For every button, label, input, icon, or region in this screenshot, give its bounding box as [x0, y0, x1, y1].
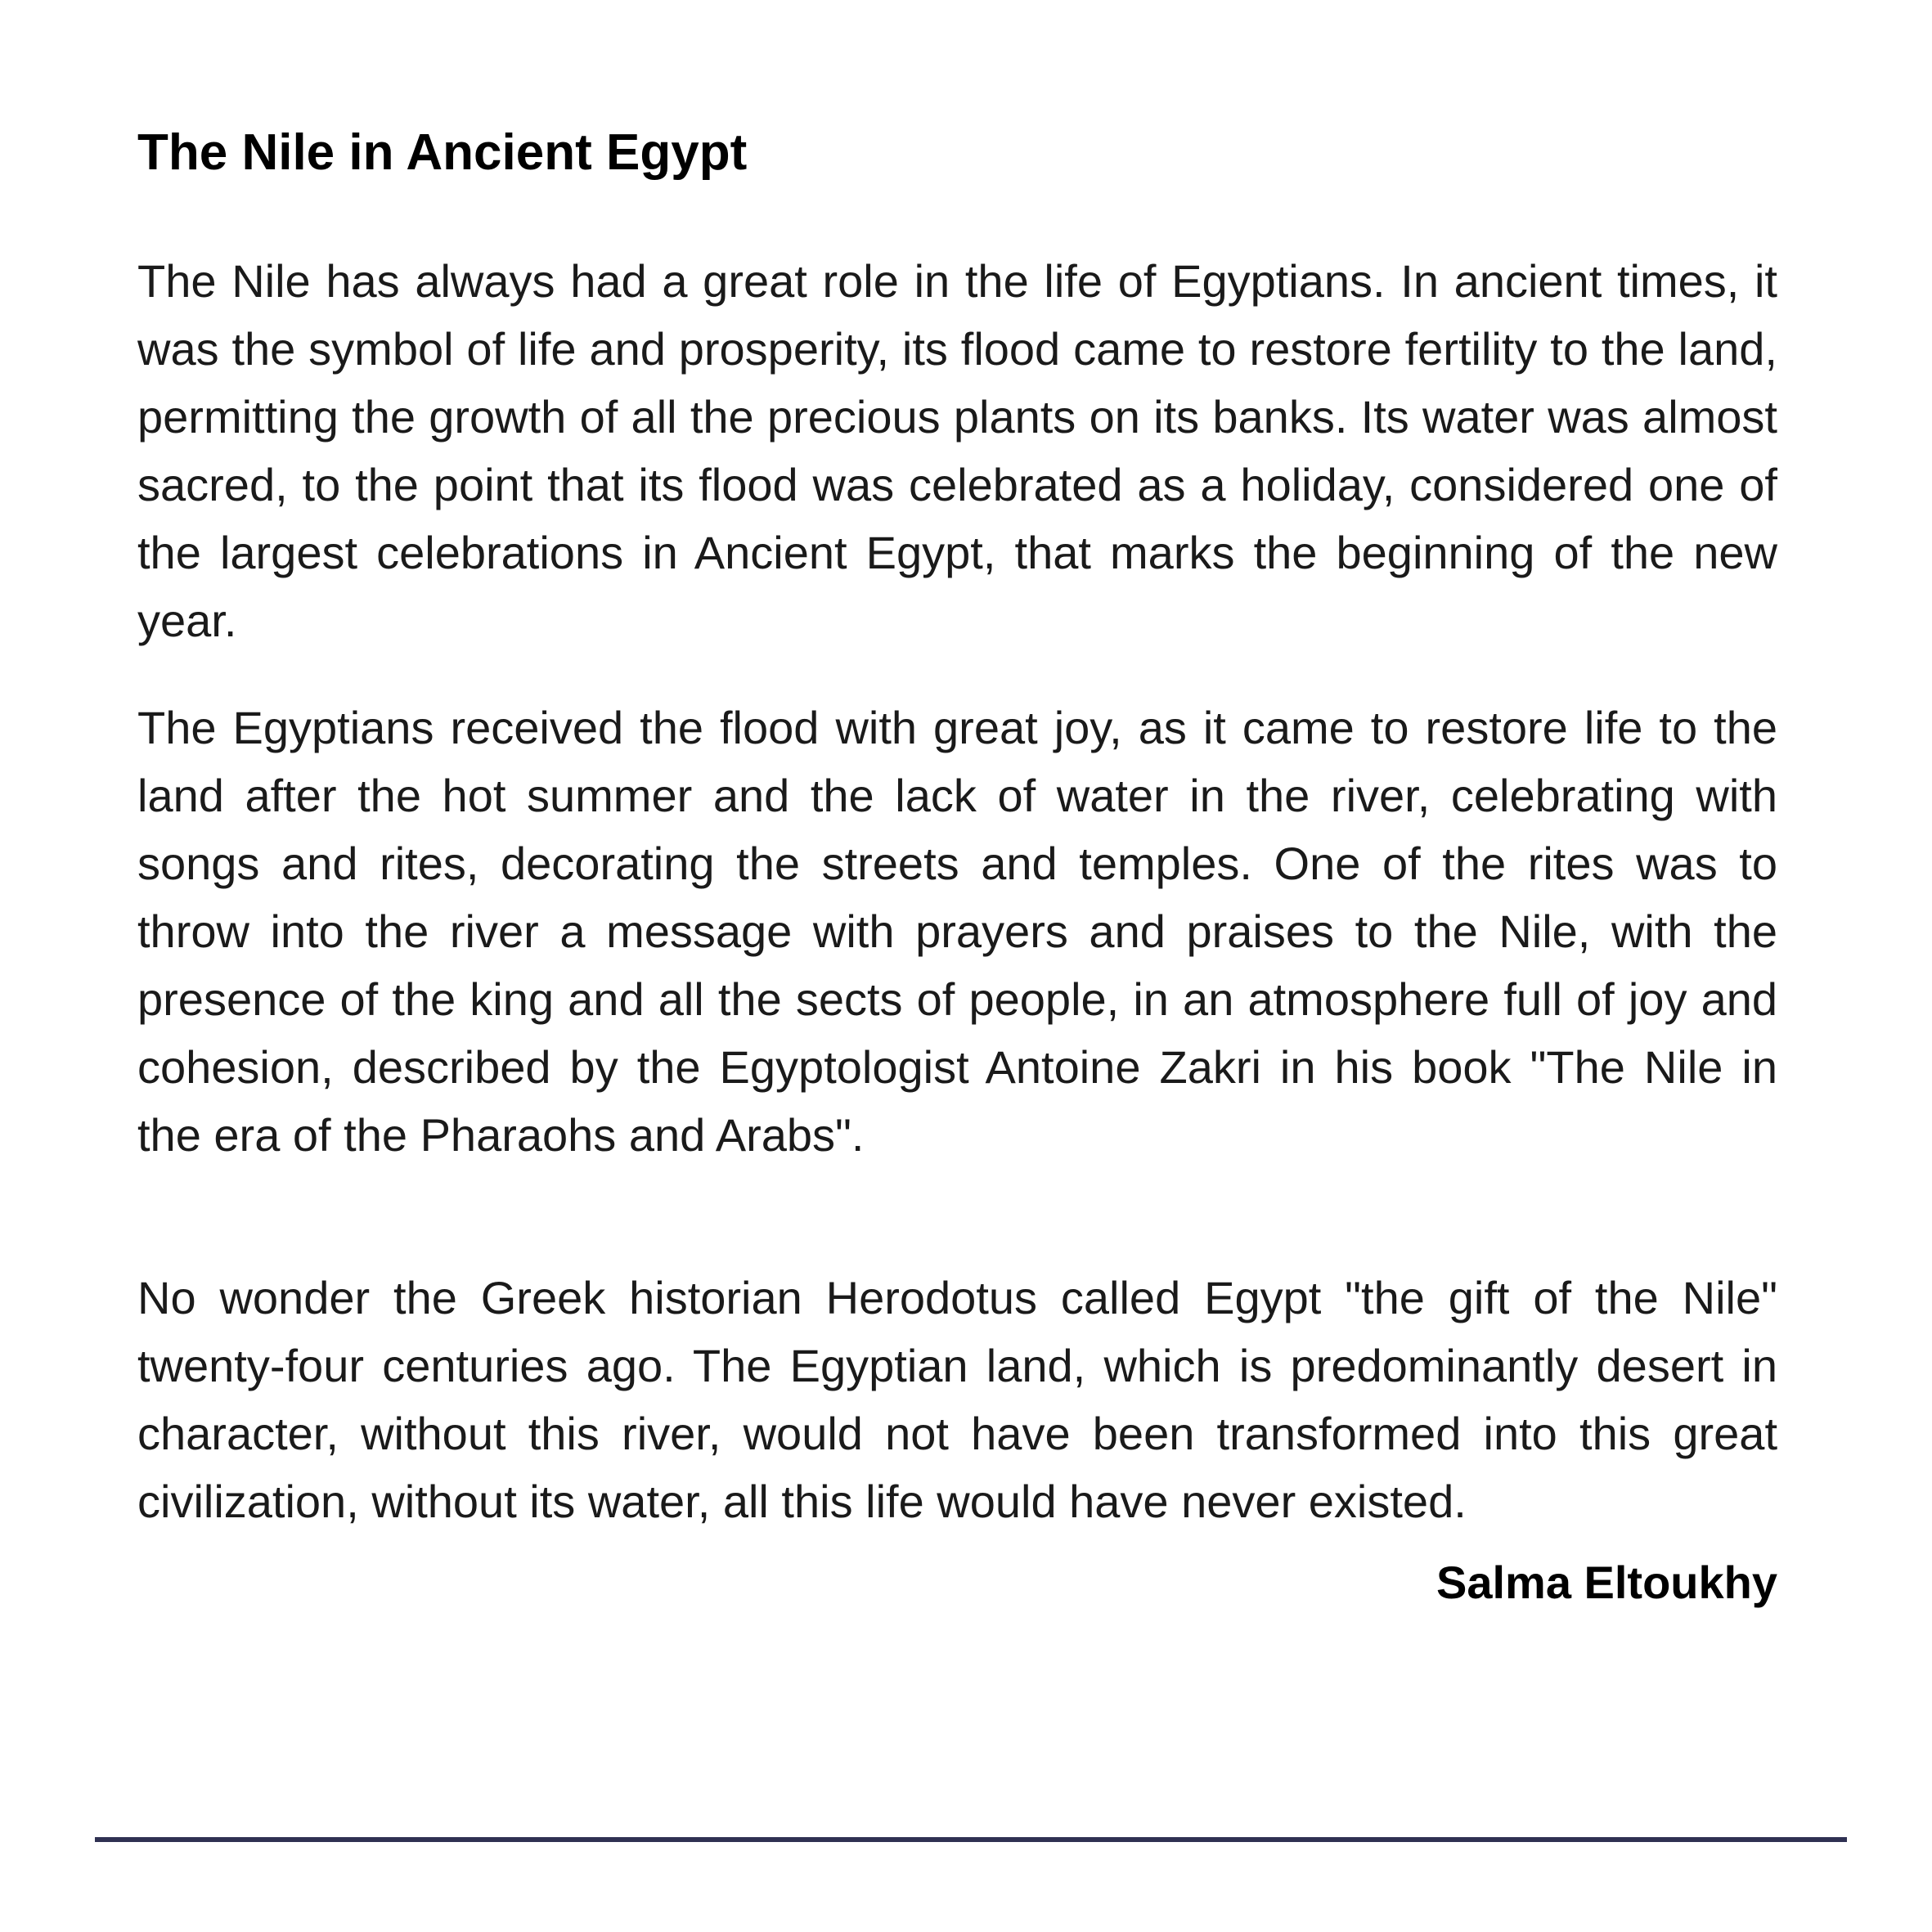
paragraph-2: The Egyptians received the flood with great joy, as it came to restore life to the land after the hot summer and the lack of water in the river, celebrating with songs and rites, decorating the streets and temples. One of the rites was to throw into the river a message with prayers and praises to the Nile, with the presence of the king and all the sects of people, in an atmosphere full of joy and cohesion, described by the Egyptologist Antoine Zakri in his book "The Nile in the era of the Pharaohs and Arabs".	[137, 702, 1777, 1161]
article-title: The Nile in Ancient Egypt	[137, 124, 748, 181]
footer-divider	[95, 1837, 1847, 1842]
author-name: Salma Eltoukhy	[1436, 1557, 1777, 1609]
article-body	[137, 123, 1777, 1613]
paragraph-3: No wonder the Greek historian Herodotus called Egypt "the gift of the Nile" twenty-four centuries ago. The Egyptian land, which is predominantly desert in character, without this river, would not have been transformed into this great civilization, without its water, all this life would have never existed.	[137, 1272, 1777, 1528]
paragraph-1: The Nile has always had a great role in the life of Egyptians. In ancient times, it was the symbol of life and prosperity, its flood came to restore fertility to the land, permitting the growth of all the precious plants on its banks. Its water was almost sacred, to the point that its flood was celebrated as a holiday, considered one of the largest celebrations in Ancient Egypt, that marks the beginning of the new year.	[137, 255, 1777, 647]
